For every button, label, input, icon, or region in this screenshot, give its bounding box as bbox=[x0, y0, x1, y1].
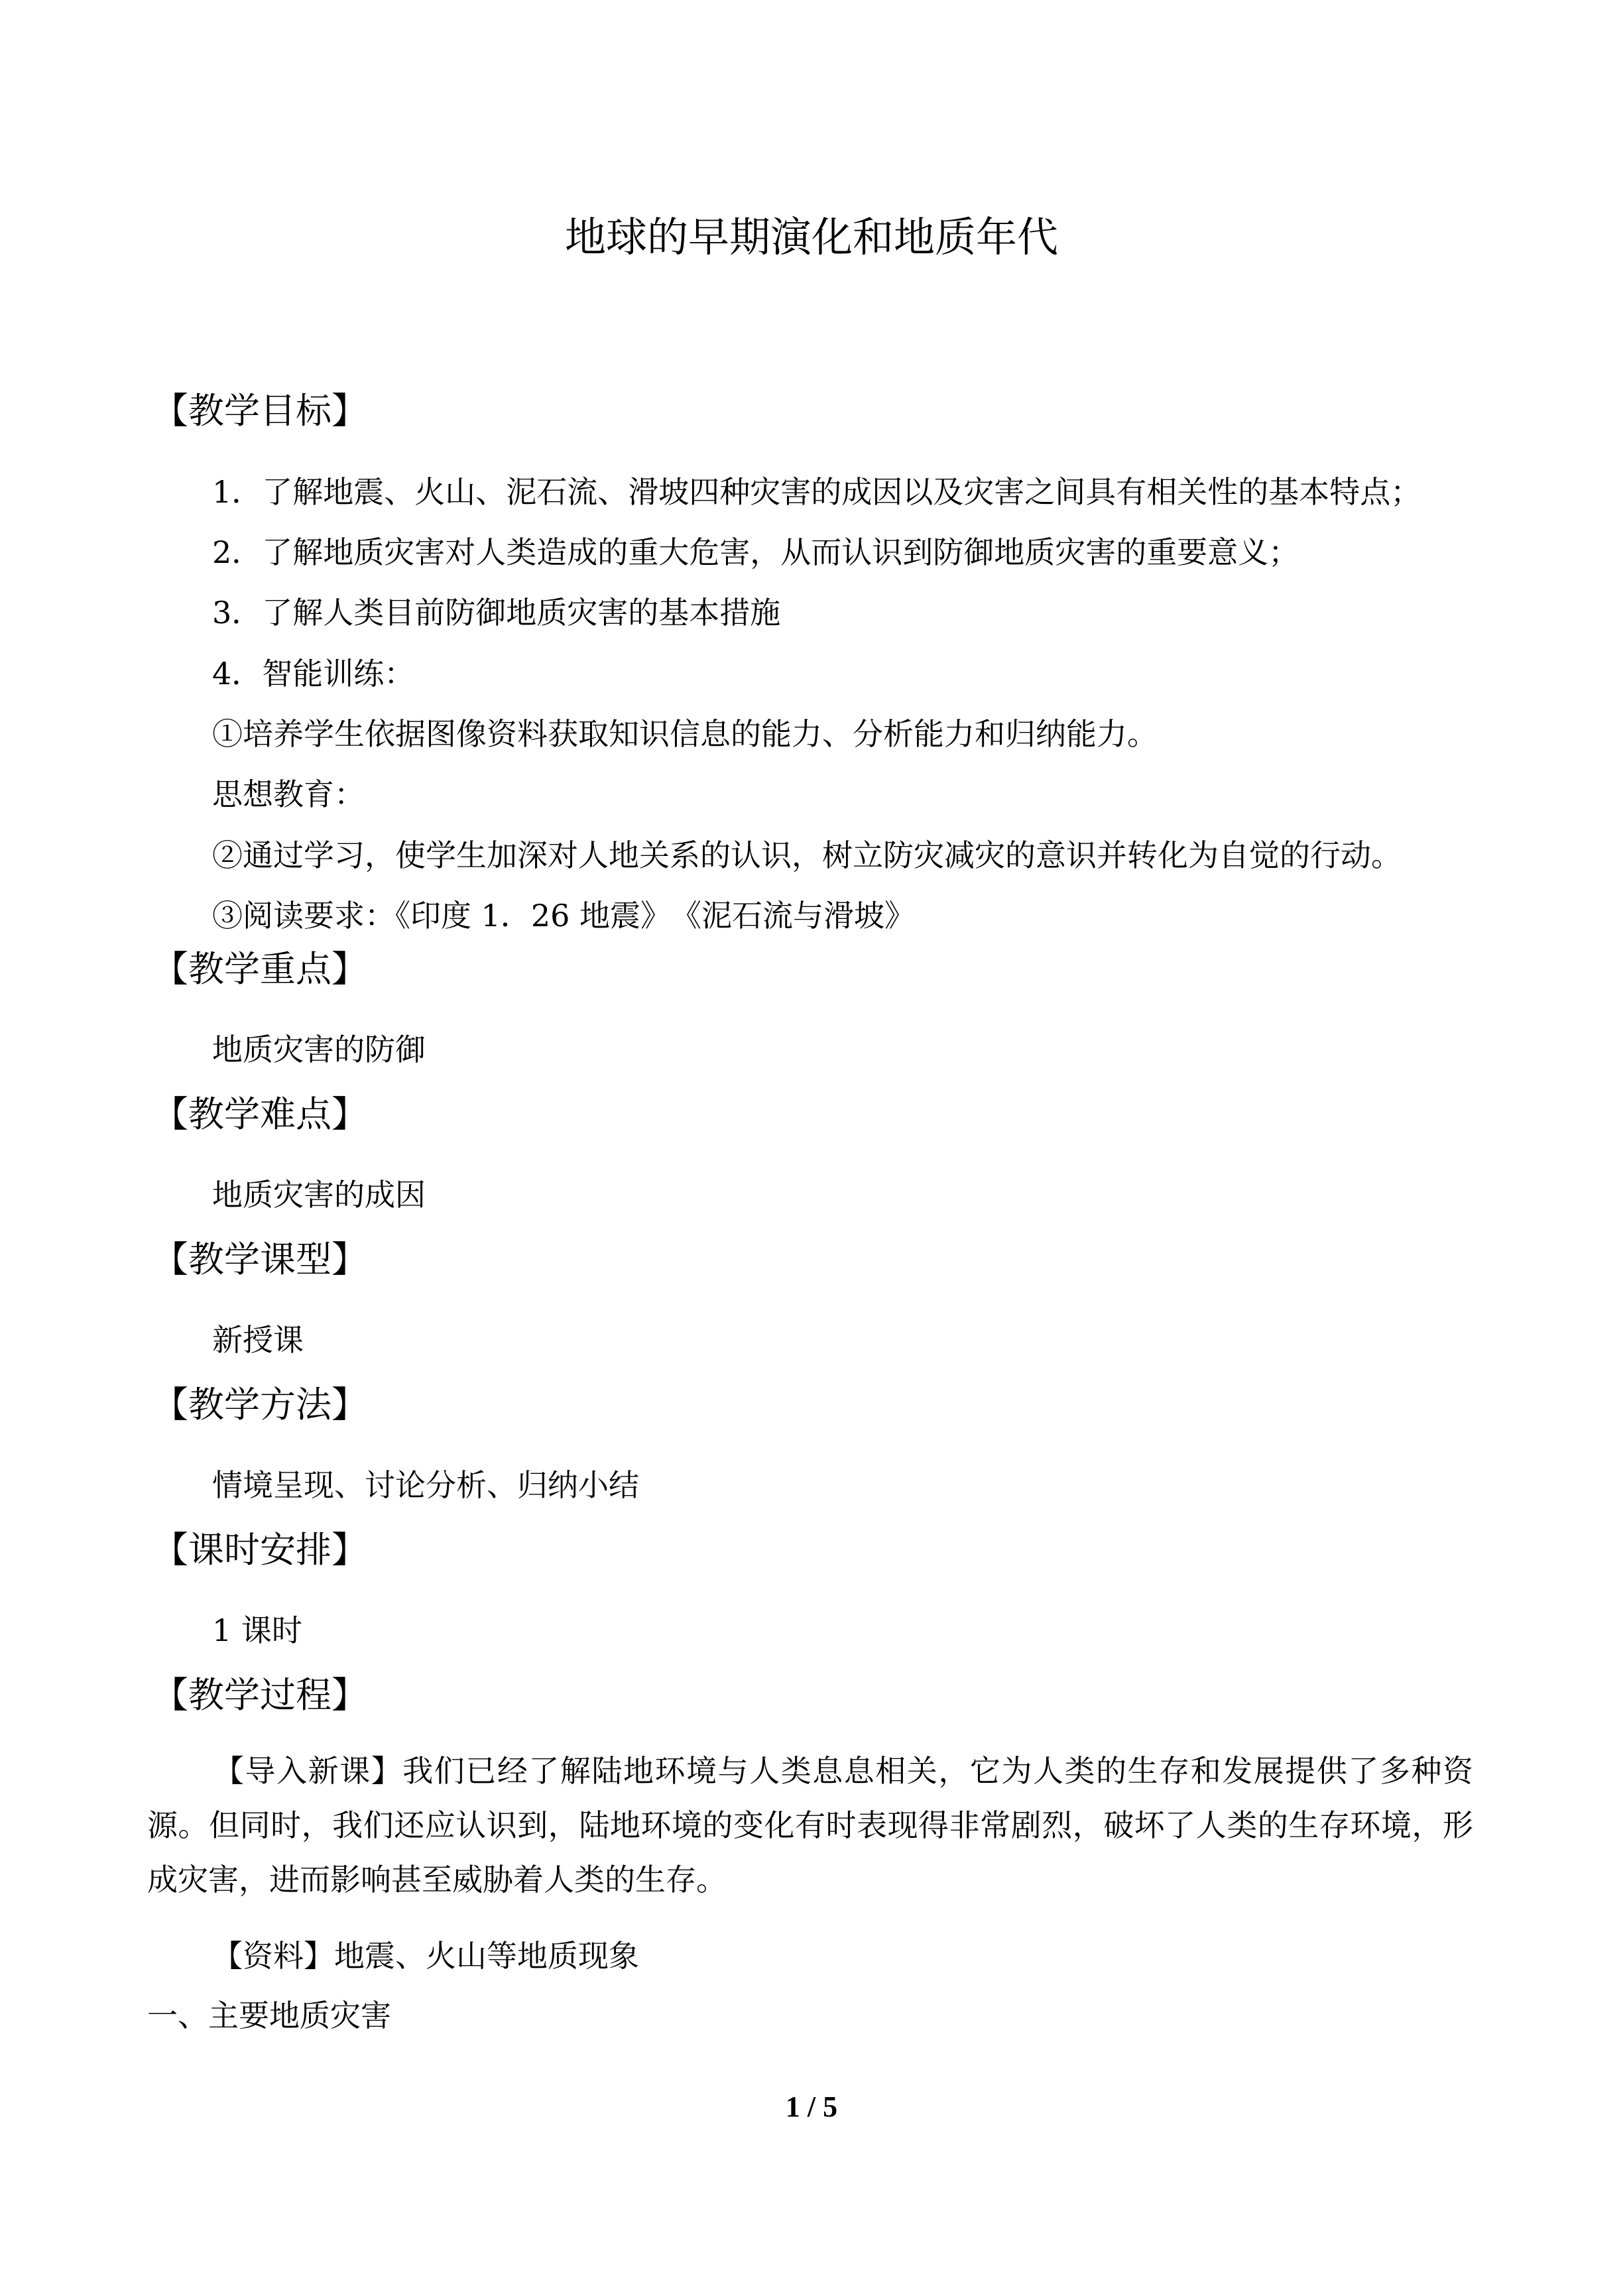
objective-item-2: 2．了解地质灾害对人类造成的重大危害，从而认识到防御地质灾害的重要意义； bbox=[212, 534, 1299, 570]
objective-item-3: 3．了解人类目前防御地质灾害的基本措施 bbox=[212, 595, 781, 631]
difficulties-text: 地质灾害的成因 bbox=[212, 1177, 426, 1213]
heading-process: 【教学过程】 bbox=[152, 1674, 367, 1716]
subsection-heading: 一、主要地质灾害 bbox=[147, 1998, 391, 2033]
intro-paragraph: 【导入新课】我们已经了解陆地环境与人类息息相关，它为人类的生存和发展提供了多种资源。但同时，我们还应认识到，陆地环境的变化有时表现得非常剧烈，破坏了人类的生存环境，形成灾害，进而影响甚至威胁着人类的生存。 bbox=[147, 1753, 1473, 1898]
objective-item-6: 思想教育： bbox=[212, 776, 365, 812]
document-title: 地球的早期演化和地质年代 bbox=[564, 213, 1058, 261]
methods-text: 情境呈现、讨论分析、归纳小结 bbox=[212, 1467, 639, 1503]
schedule-text: 1 课时 bbox=[212, 1612, 302, 1648]
material-line: 【资料】地震、火山等地质现象 bbox=[212, 1938, 639, 1974]
page-number: 1 / 5 bbox=[785, 2090, 838, 2123]
lesson-type-text: 新授课 bbox=[212, 1322, 304, 1358]
objective-item-7: ②通过学习，使学生加深对人地关系的认识，树立防灾减灾的意识并转化为自觉的行动。 bbox=[212, 837, 1402, 873]
heading-lesson-type: 【教学课型】 bbox=[152, 1239, 367, 1280]
heading-schedule: 【课时安排】 bbox=[152, 1529, 367, 1571]
heading-key-points: 【教学重点】 bbox=[152, 948, 367, 990]
objective-item-8: ③阅读要求：《印度 1．26 地震》 《泥石流与滑坡》 bbox=[212, 898, 916, 934]
objective-item-4: 4．智能训练： bbox=[212, 656, 415, 692]
heading-methods: 【教学方法】 bbox=[152, 1384, 367, 1425]
key-points-text: 地质灾害的防御 bbox=[212, 1032, 426, 1067]
heading-objectives: 【教学目标】 bbox=[152, 390, 367, 432]
objective-item-5: ①培养学生依据图像资料获取知识信息的能力、分析能力和归纳能力。 bbox=[212, 716, 1158, 752]
heading-difficulties: 【教学难点】 bbox=[152, 1093, 367, 1135]
objective-item-1: 1．了解地震、火山、泥石流、滑坡四种灾害的成因以及灾害之间具有相关性的基本特点； bbox=[212, 474, 1421, 510]
